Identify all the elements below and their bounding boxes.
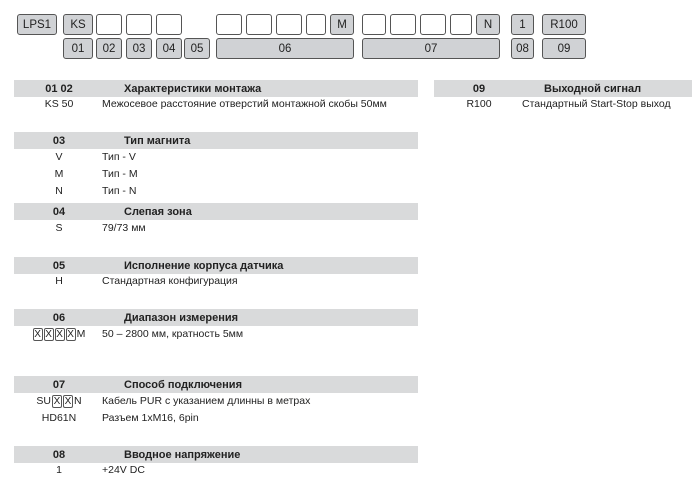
code-slot	[390, 14, 416, 35]
section-header-output	[434, 80, 692, 97]
section-header-housing	[14, 257, 418, 274]
code-slot	[216, 14, 242, 35]
section-title: Способ подключения	[124, 378, 242, 391]
option-text: Тип - N	[102, 185, 137, 197]
option-row	[434, 97, 692, 112]
option-text: Межосевое расстояние отверстий монтажной скобы 50мм	[102, 98, 387, 110]
code-suffix: N	[74, 395, 82, 407]
code-label: 06	[216, 38, 354, 59]
code-one: 1	[511, 14, 534, 35]
section-title: Тип магнита	[124, 134, 191, 147]
option-code: M	[54, 168, 64, 180]
section-header-range	[14, 309, 418, 326]
section-title: Выходной сигнал	[544, 82, 642, 95]
connection-code	[14, 394, 104, 409]
option-code: V	[55, 151, 63, 163]
code-slot	[246, 14, 272, 35]
code-slot	[156, 14, 182, 35]
option-code: R100	[466, 98, 492, 110]
placeholder-box: X	[67, 329, 74, 340]
section-title: Слепая зона	[124, 205, 192, 218]
code-ks: KS	[63, 14, 93, 35]
option-code: N	[55, 185, 63, 197]
code-label: 05	[184, 38, 210, 59]
section-code: 04	[52, 205, 66, 218]
option-row	[14, 327, 418, 342]
section-code: 07	[52, 378, 66, 391]
section-code: 03	[52, 134, 66, 147]
code-m: M	[330, 14, 354, 35]
option-row	[14, 463, 418, 478]
option-text: 79/73 мм	[102, 222, 146, 234]
option-row	[14, 411, 418, 426]
option-text: Разъем 1xM16, 6pin	[102, 412, 199, 424]
option-text: +24V DC	[102, 464, 145, 476]
option-row	[14, 184, 418, 199]
option-row	[14, 274, 418, 289]
option-row	[14, 394, 418, 409]
placeholder-box: X	[64, 396, 72, 407]
option-row	[14, 167, 418, 182]
code-prefix: SU	[36, 395, 51, 407]
option-text: Стандартный Start-Stop выход	[522, 98, 671, 110]
option-text: 50 – 2800 мм, кратность 5мм	[102, 328, 244, 340]
code-slot	[420, 14, 446, 35]
code-label: 01	[63, 38, 93, 59]
section-header-mounting	[14, 80, 418, 97]
code-slot	[362, 14, 386, 35]
section-code: 09	[472, 82, 486, 95]
range-code	[14, 327, 104, 342]
code-label: 02	[96, 38, 122, 59]
section-header-blind-zone	[14, 203, 418, 220]
code-label: 04	[156, 38, 182, 59]
option-row	[14, 150, 418, 165]
section-header-magnet	[14, 132, 418, 149]
option-row	[14, 221, 418, 236]
option-text: Тип - M	[102, 168, 138, 180]
section-header-voltage	[14, 446, 418, 463]
option-code: KS 50	[44, 98, 74, 110]
placeholder-box: X	[53, 396, 61, 407]
section-title: Диапазон измерения	[124, 311, 239, 324]
section-code: 06	[52, 311, 66, 324]
code-label: 03	[126, 38, 152, 59]
placeholder-box: X	[34, 329, 41, 340]
code-lps1: LPS1	[17, 14, 57, 35]
placeholder-box: X	[56, 329, 63, 340]
section-code: 05	[52, 259, 66, 272]
option-text: Стандартная конфигурация	[102, 275, 238, 287]
option-row	[14, 97, 418, 112]
code-r100: R100	[542, 14, 586, 35]
section-title: Характеристики монтажа	[124, 82, 262, 95]
code-slot	[96, 14, 122, 35]
option-code: 1	[56, 464, 62, 476]
code-slot	[126, 14, 152, 35]
option-code: S	[55, 222, 63, 234]
code-slot	[450, 14, 472, 35]
code-label: 09	[542, 38, 586, 59]
section-title: Исполнение корпуса датчика	[124, 259, 284, 272]
section-title: Вводное напряжение	[124, 448, 241, 461]
code-n: N	[476, 14, 500, 35]
option-code: H	[55, 275, 63, 287]
option-text: Кабель PUR с указанием длинны в метрах	[102, 395, 311, 407]
code-suffix: M	[76, 328, 86, 340]
option-text: Тип - V	[102, 151, 136, 163]
option-code: HD61N	[41, 412, 77, 424]
code-label: 08	[511, 38, 534, 59]
section-code: 08	[52, 448, 66, 461]
section-code: 01 02	[45, 82, 73, 95]
code-label: 07	[362, 38, 500, 59]
placeholder-box: X	[45, 329, 52, 340]
code-slot	[276, 14, 302, 35]
code-slot	[306, 14, 326, 35]
section-header-connection	[14, 376, 418, 393]
